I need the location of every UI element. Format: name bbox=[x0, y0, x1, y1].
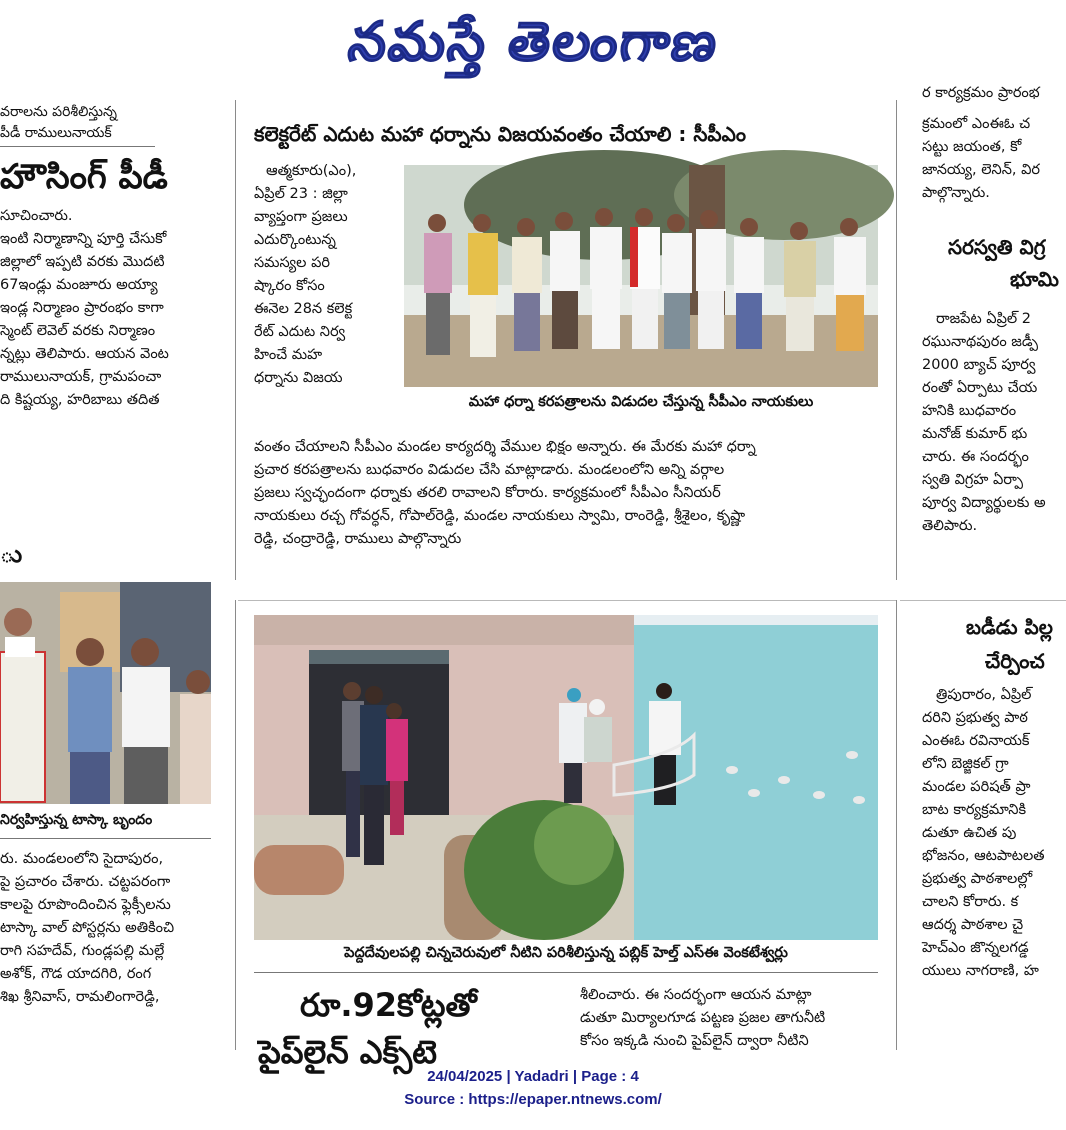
bottom-headline: రూ.92కోట్లతో bbox=[300, 986, 477, 1024]
text-line: న్నట్లు తెలిపారు. ఆయన వెంట bbox=[0, 346, 169, 362]
text-line: ధర్నాను విజయ bbox=[254, 370, 343, 386]
left-photo-image bbox=[0, 582, 211, 804]
kicker-line: వరాలను పరిశీలిస్తున్న bbox=[0, 104, 117, 120]
section-rule bbox=[238, 600, 896, 601]
text-line: ఆదర్శ పాఠశాల చై bbox=[922, 917, 1024, 933]
caption-rule bbox=[254, 972, 878, 973]
protest-photo-image bbox=[404, 165, 878, 387]
text-line: హెచ్ఎం జొన్నలగడ్డ bbox=[922, 940, 1029, 956]
text-line: చారు. ఈ సందర్భం bbox=[922, 449, 1029, 465]
footer-source-link[interactable]: Source : https://epaper.ntnews.com/ bbox=[404, 1091, 662, 1108]
text-line: సమస్యల పరి bbox=[254, 255, 330, 271]
right-head1: సరస్వతి విగ్ర bbox=[948, 235, 1046, 259]
text-line: సట్టు జయంత, కో bbox=[922, 139, 1022, 155]
text-line: స్మెంట్ లెవెల్ వరకు నిర్మాణం bbox=[0, 323, 156, 339]
text-line: డుతూ మిర్యాలగూడ పట్టణ ప్రజల తాగునీటి bbox=[580, 1010, 826, 1026]
text-line: ర కార్యక్రమం ప్రారంభ bbox=[922, 85, 1040, 101]
column-rule bbox=[235, 600, 236, 1050]
center-wide-body bbox=[254, 436, 896, 551]
kicker-line: పీడీ రాములునాయక్ bbox=[0, 125, 112, 141]
bottom-headline-cont: పైప్‌లైన్ ఎక్స్‌టె bbox=[258, 1033, 437, 1071]
water-tank-photo bbox=[254, 615, 878, 940]
text-line: ష్కారం కోసం bbox=[254, 278, 325, 294]
caption-rule bbox=[0, 838, 211, 839]
text-line: హించే మహ bbox=[254, 347, 323, 363]
column-rule bbox=[896, 100, 897, 580]
text-line: యులు నాగరాణి, హ bbox=[922, 963, 1039, 979]
text-line: రంతో ఏర్పాటు చేయ bbox=[922, 380, 1038, 396]
text-line: హనికి బుధవారం bbox=[922, 403, 1017, 419]
center-headline: కలెక్టరేట్ ఎదుట మహా ధర్నాను విజయవంతం చేయాలి : సీపీఎం bbox=[254, 122, 746, 146]
text-line: కోసం ఇక్కడి నుంచి పైప్‌లైన్ ద్వారా నీటిని bbox=[580, 1033, 809, 1049]
text-line: అశోక్, గౌడ యాదగిరి, రంగ bbox=[0, 966, 152, 982]
text-line: డుతూ ఉచిత పు bbox=[922, 825, 1017, 841]
text-line: ప్రజలు స్వచ్ఛందంగా ధర్నాకు తరలి రావాలని కోరారు. కార్యక్రమంలో సీపీఎం సీనియర్ bbox=[254, 485, 721, 501]
right-body2 bbox=[922, 684, 1066, 983]
text-line: వంతం చేయాలని సీపీఎం మండల కార్యదర్శి వేముల భిక్షం అన్నారు. ఈ మేరకు మహా ధర్నా bbox=[254, 439, 756, 455]
right-head1-cont: భూమి bbox=[1010, 267, 1059, 291]
text-line: శిఖ శ్రీనివాస్, రామలింగారెడ్డి, bbox=[0, 989, 160, 1005]
left-body2 bbox=[0, 848, 232, 1009]
footer-date-edition: 24/04/2025 | Yadadri | Page : 4 bbox=[427, 1068, 639, 1085]
right-top-clip bbox=[922, 85, 1066, 110]
text-line: సూచించారు. bbox=[0, 208, 73, 224]
text-line: కాలపై రూపొందించిన ఫ్లెక్సీలను bbox=[0, 897, 171, 913]
text-line: భోజనం, ఆటపాటలత bbox=[922, 848, 1045, 864]
protest-photo bbox=[404, 165, 878, 387]
text-line: తెలిపారు. bbox=[922, 518, 978, 534]
text-line: రెడ్డి, చంద్రారెడ్డి, రాములు పాల్గొన్నారు bbox=[254, 531, 462, 547]
text-line: ఇండ్ల నిర్మాణం ప్రారంభం కాగా bbox=[0, 300, 164, 316]
column-rule bbox=[235, 100, 236, 580]
text-line: దరిని ప్రభుత్వ పాఠ bbox=[922, 710, 1028, 726]
left-photo bbox=[0, 582, 211, 804]
text-line: ఎంఈఓ రవినాయక్ bbox=[922, 733, 1030, 749]
text-line: పూర్వ విద్యార్థులకు అ bbox=[922, 495, 1046, 511]
masthead bbox=[0, 0, 1066, 95]
text-line: నాయకులు రచ్చ గోవర్ధన్, గోపాల్‌రెడ్డి, మండల నాయకులు స్వామి, రాంరెడ్డి, శ్రీశైలం, కృష్ణా bbox=[254, 508, 746, 524]
left-photo-caption: నిర్వహిస్తున్న టాస్కా బృందం bbox=[0, 812, 153, 828]
text-line: ప్రచార కరపత్రాలను బుధవారం విడుదల చేసి మాట్లాడారు. మండలంలోని అన్ని వర్గాల bbox=[254, 462, 725, 478]
text-line: పై ప్రచారం చేశారు. చట్టపరంగా bbox=[0, 874, 171, 890]
text-line: ఎదుర్కొంటున్న bbox=[254, 232, 336, 248]
right-body1 bbox=[922, 308, 1066, 538]
text-line: 2000 బ్యాచ్ పూర్వ bbox=[922, 357, 1036, 373]
text-line: వ్యాప్తంగా ప్రజలు bbox=[254, 209, 348, 225]
text-line: మండల పరిషత్ ప్రా bbox=[922, 779, 1031, 795]
section-rule bbox=[900, 600, 1066, 601]
text-line: లోని బెజ్జికల్ గ్రా bbox=[922, 756, 1009, 772]
text-line: చాలని కోరారు. క bbox=[922, 894, 1019, 910]
left-subhead: ు bbox=[0, 540, 23, 568]
text-line: ది కిష్టయ్య, హరిబాబు తదిత bbox=[0, 392, 160, 408]
text-line: ఈనెల 28న కలెక్ట bbox=[254, 301, 353, 317]
text-line: ఇంటి నిర్మాణాన్ని పూర్తి చేసుకో bbox=[0, 231, 167, 247]
text-line: త్రిపురారం, ఏప్రిల్ bbox=[936, 687, 1032, 703]
protest-photo-caption: మహా ధర్నా కరపత్రాలను విడుదల చేస్తున్న సీపీఎం నాయకులు bbox=[468, 394, 814, 410]
masthead-logo: నమస్తే తెలంగాణ bbox=[344, 10, 724, 73]
column-rule bbox=[896, 600, 897, 1050]
text-line: ఏప్రిల్ 23 : జిల్లా bbox=[254, 186, 348, 202]
text-line: రేట్ ఎదుట నిర్వ bbox=[254, 324, 346, 340]
text-line: పాల్గొన్నారు. bbox=[922, 185, 990, 201]
text-line: రాగి సహదేవ్, గుండ్లపల్లి మల్లే bbox=[0, 943, 165, 959]
water-photo-caption: పెద్దదేవులపల్లి చిన్నచెరువులో నీటిని పరిశీలిస్తున్న పబ్లిక్ హెల్త్ ఎస్ఈ వెంకటేశ్వర్లు bbox=[344, 945, 788, 961]
left-body bbox=[0, 205, 232, 412]
right-head2: బడీడు పిల్ల bbox=[966, 615, 1053, 639]
right-top-body bbox=[922, 113, 1066, 205]
text-line: స్వతి విగ్రహ ఏర్పా bbox=[922, 472, 1024, 488]
kicker-rule bbox=[0, 146, 155, 147]
text-line: బాట కార్యక్రమానికి bbox=[922, 802, 1027, 818]
text-line: క్రమంలో ఎంఈఓ చ bbox=[922, 116, 1031, 132]
text-line: రాజపేట ఏప్రిల్ 2 bbox=[936, 311, 1032, 327]
text-line: రాములునాయక్, గ్రామపంచా bbox=[0, 369, 162, 385]
bottom-body bbox=[580, 984, 890, 1050]
dateline: ఆత్మకూరు(ఎం), bbox=[266, 163, 357, 179]
left-column bbox=[0, 102, 232, 412]
text-line: రఘునాథపురం జడ్పీ bbox=[922, 334, 1039, 350]
text-line: ప్రభుత్వ పాఠశాలల్లో bbox=[922, 871, 1033, 887]
text-line: 67ఇండ్లు మంజూరు అయ్యా bbox=[0, 277, 158, 293]
text-line: జిల్లాలో ఇప్పటి వరకు మొదటి bbox=[0, 254, 165, 270]
text-line: రు. మండలంలోని సైదాపురం, bbox=[0, 851, 164, 867]
text-line: మనోజ్ కుమార్ భు bbox=[922, 426, 1028, 442]
text-line: శీలించారు. ఈ సందర్భంగా ఆయన మాట్లా bbox=[580, 987, 812, 1003]
left-headline: హౌసింగ్ పీడీ bbox=[0, 157, 168, 197]
center-narrow-body bbox=[254, 160, 400, 390]
text-line: జానయ్య, లెనిన్, విర bbox=[922, 162, 1041, 178]
right-head2-cont: చేర్పించ bbox=[985, 649, 1045, 673]
text-line: టాస్కా వాల్ పోస్టర్లను అతికించి bbox=[0, 920, 175, 936]
water-tank-photo-image bbox=[254, 615, 878, 940]
